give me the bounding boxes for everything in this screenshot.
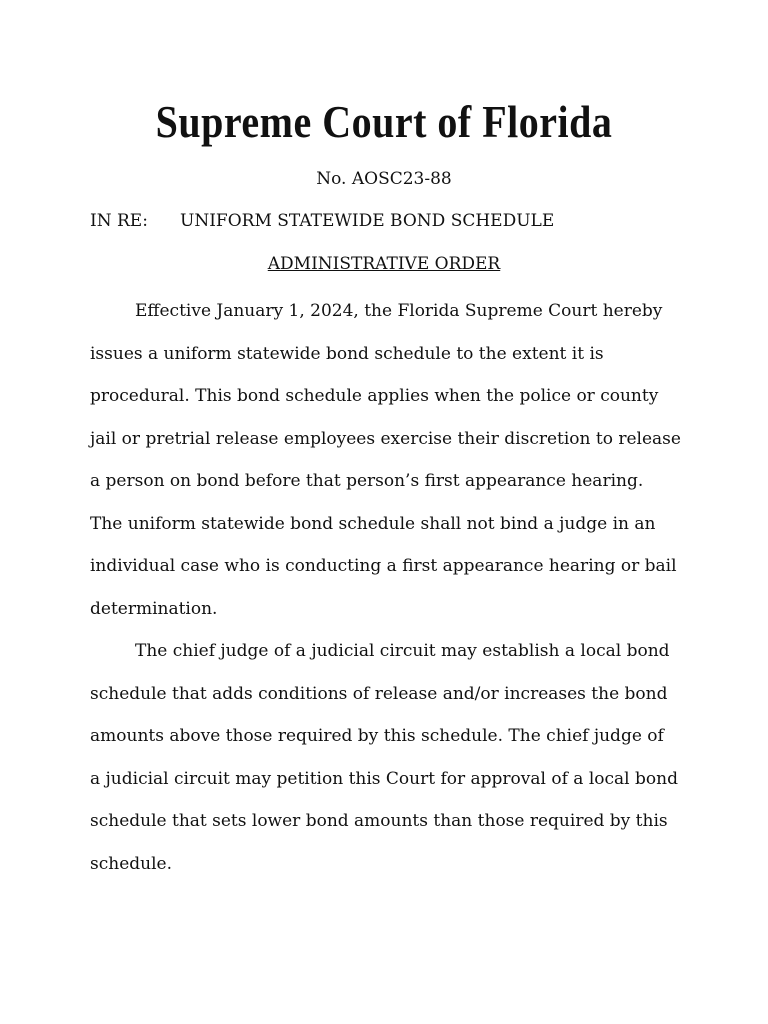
paragraph-line: a judicial circuit may petition this Court for approval of a local bond [90, 768, 678, 789]
order-number: No. AOSC23-88 [316, 169, 452, 189]
paragraph-line: procedural. This bond schedule applies when the police or county [90, 386, 659, 406]
order-body [90, 290, 690, 885]
in-re-label: IN RE: [90, 211, 148, 231]
paragraph-line: schedule that adds conditions of release and/or increases the bond [90, 683, 668, 704]
paragraph-line: schedule. [90, 853, 172, 874]
in-re-subject: UNIFORM STATEWIDE BOND SCHEDULE [180, 211, 555, 231]
paragraph-line: determination. [90, 598, 218, 619]
paragraph-line: issues a uniform statewide bond schedule to the extent it is [90, 343, 604, 364]
paragraph-line: jail or pretrial release employees exercise their discretion to release [90, 428, 681, 449]
paragraph-line: schedule that sets lower bond amounts than those required by this [90, 811, 668, 831]
in-re-line [90, 211, 690, 231]
order-heading [0, 254, 768, 274]
paragraph-line: The uniform statewide bond schedule shall not bind a judge in an [90, 513, 656, 534]
paragraph-line: individual case who is conducting a first appearance hearing or bail [90, 556, 677, 576]
paragraph-line: Effective January 1, 2024, the Florida Supreme Court hereby [135, 301, 663, 321]
order-heading-text: ADMINISTRATIVE ORDER [267, 254, 501, 274]
paragraph-line: amounts above those required by this schedule. The chief judge of [90, 726, 664, 746]
court-title: Supreme Court of Florida [155, 95, 613, 148]
paragraph-2 [90, 630, 690, 885]
paragraph-line: a person on bond before that person’s first appearance hearing. [90, 471, 644, 491]
paragraph-line: The chief judge of a judicial circuit may establish a local bond [135, 641, 670, 661]
paragraph-1 [90, 290, 690, 630]
